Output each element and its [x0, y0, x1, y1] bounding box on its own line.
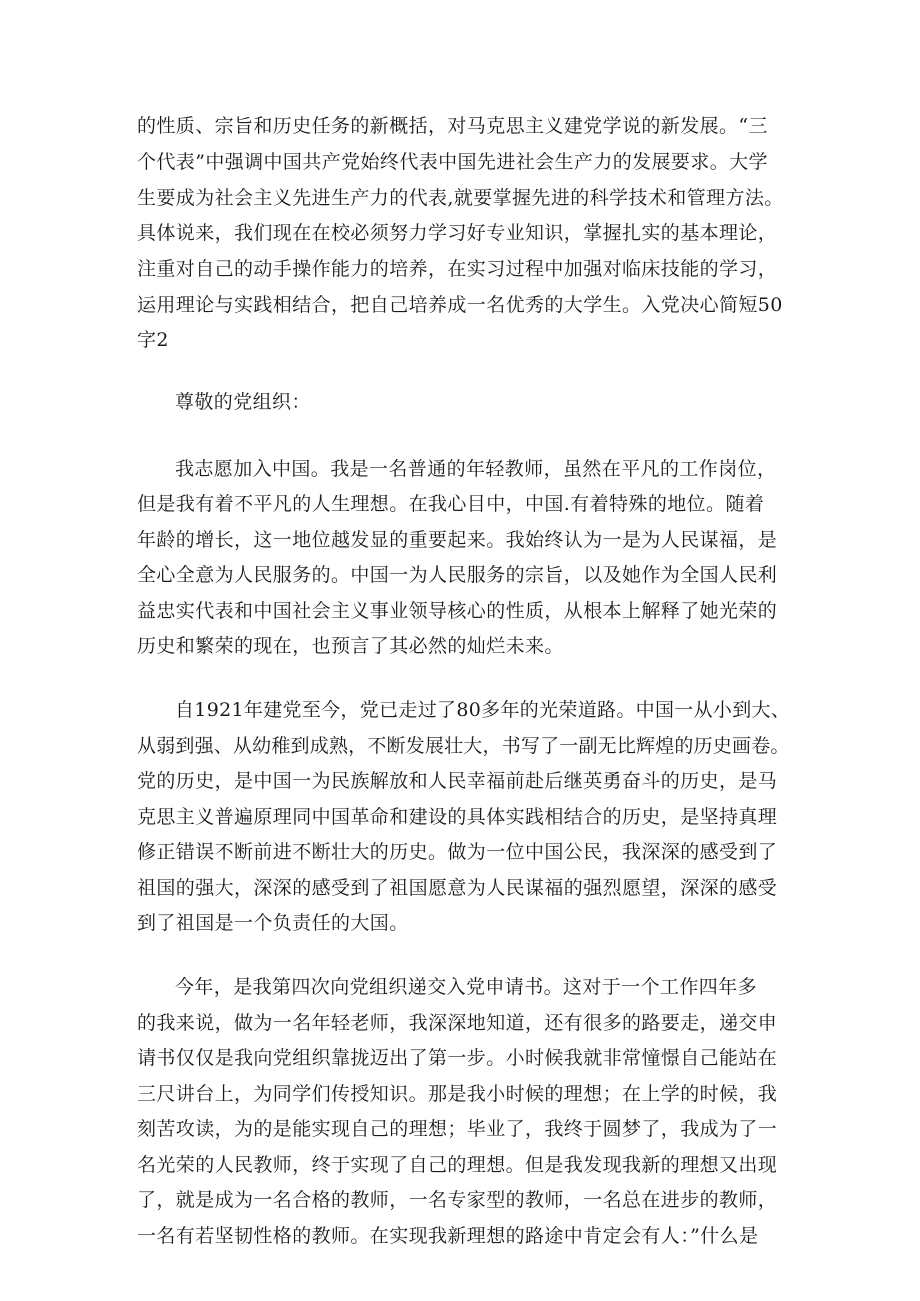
paragraph-line: 党的历史，是中国一为民族解放和人民幸福前赴后继英勇奋斗的历史，是马: [137, 770, 778, 792]
paragraph-line: 到了祖国是一个负责任的大国。: [137, 912, 409, 934]
salutation: 尊敬的党组织：: [175, 391, 311, 413]
paragraph-line: 自1921年建党至今，党已走过了80多年的光荣道路。中国一从小到大、: [175, 699, 791, 721]
paragraph-line: 名光荣的人民教师，终于实现了自己的理想。但是我发现我新的理想又出现: [137, 1154, 778, 1176]
paragraph-line: 个代表”中强调中国共产党始终代表中国先进社会生产力的发展要求。大学: [137, 151, 768, 173]
paragraph-line: 具体说来，我们现在在校必须努力学习好专业知识，掌握扎实的基本理论，: [137, 222, 778, 244]
paragraph-line: 从弱到强、从幼稚到成熟，不断发展壮大，书写了一副无比辉煌的历史画卷。: [137, 735, 790, 757]
paragraph-line: 的我来说，做为一名年轻老师，我深深地知道，还有很多的路要走，递交申: [137, 1012, 778, 1034]
paragraph-line: 年龄的增长，这一地位越发显的重要起来。我始终认为一是为人民谋福，是: [137, 529, 778, 551]
paragraph-line: 克思主义普遍原理同中国革命和建设的具体实践相结合的历史，是坚持真理: [137, 806, 778, 828]
paragraph-line: 祖国的强大，深深的感受到了祖国愿意为人民谋福的强烈愿望，深深的感受: [137, 877, 778, 899]
paragraph-line: 的性质、宗旨和历史任务的新概括，对马克思主义建党学说的新发展。“三: [137, 115, 768, 137]
paragraph-line: 益忠实代表和中国社会主义事业领导核心的性质，从根本上解释了她光荣的: [137, 600, 778, 622]
paragraph-line: 但是我有着不平凡的人生理想。在我心目中，中国.有着特殊的地位。随着: [137, 493, 765, 515]
paragraph-line: 字2: [137, 329, 169, 351]
paragraph-line: 我志愿加入中国。我是一名普通的年轻教师，虽然在平凡的工作岗位，: [175, 458, 777, 480]
paragraph-line: 请书仅仅是我向党组织靠拢迈出了第一步。小时候我就非常憧憬自己能站在: [137, 1047, 778, 1069]
paragraph-line: 了，就是成为一名合格的教师，一名专家型的教师，一名总在进步的教师，: [137, 1189, 778, 1211]
paragraph-line: 刻苦攻读，为的是能实现自己的理想；毕业了，我终于圆梦了，我成为了一: [137, 1118, 778, 1140]
paragraph-line: 运用理论与实践相结合，把自己培养成一名优秀的大学生。入党决心简短50: [137, 294, 783, 316]
paragraph-line: 注重对自己的动手操作能力的培养，在实习过程中加强对临床技能的学习，: [137, 258, 778, 280]
paragraph-line: 历史和繁荣的现在，也预言了其必然的灿烂未来。: [137, 635, 564, 657]
paragraph-line: 三尺讲台上，为同学们传授知识。那是我小时候的理想；在上学的时候，我: [137, 1083, 778, 1105]
paragraph-line: 修正错误不断前进不断壮大的历史。做为一位中国公民，我深深的感受到了: [137, 841, 778, 863]
paragraph-line: 全心全意为人民服务的。中国一为人民服务的宗旨，以及她作为全国人民利: [137, 564, 778, 586]
paragraph-line: 一名有若坚韧性格的教师。在实现我新理想的路途中肯定会有人：”什么是: [137, 1225, 759, 1247]
paragraph-line: 生要成为社会主义先进生产力的代表,就要掌握先进的科学技术和管理方法。: [137, 187, 784, 209]
paragraph-line: 今年，是我第四次向党组织递交入党申请书。这对于一个工作四年多: [175, 976, 758, 998]
